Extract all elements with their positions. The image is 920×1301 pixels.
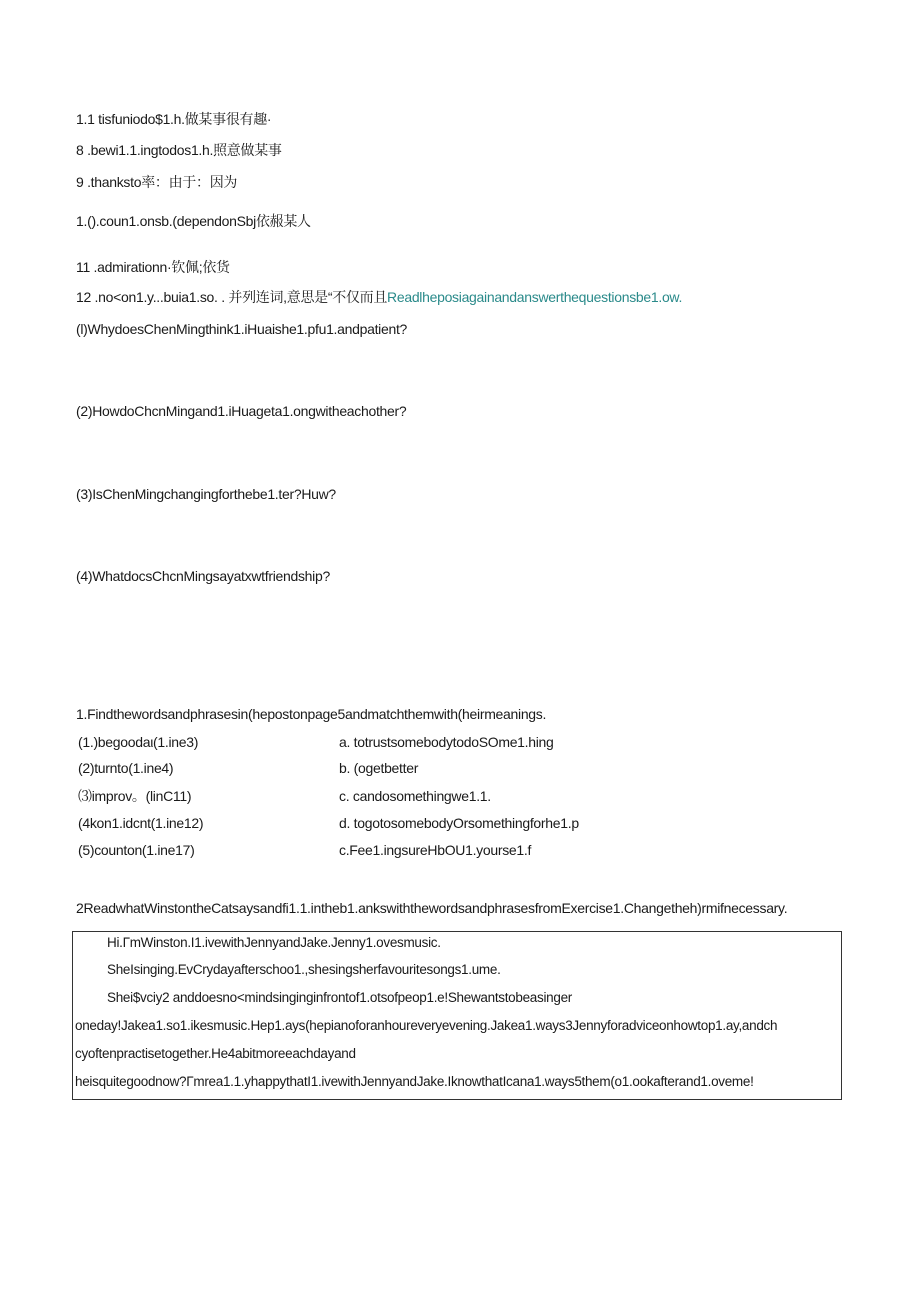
- vocab-line-11: 1.1 tisfuniodo$1.h.做某事很有趣·: [76, 111, 272, 127]
- vocab-line-10: 1.().coun1.onsb.(dependonSbj依赧某人: [76, 213, 311, 229]
- question-1: (l)WhydoesChenMingthink1.iHuaishe1.pfu1.andpatient?: [76, 321, 408, 337]
- passage-line-6: heisquitegoodnow?Γmrea1.1.yhappythatI1.ivewithJennyandJake.IknowthatIcana1.ways5them(o1.ookafterand1.oveme!: [75, 1074, 754, 1089]
- match-right-a: a. totrustsomebodytodoSOme1.hing: [339, 734, 554, 750]
- vocab-line-12-text: 12 .no<on1.y...buia1.so. . 并列连词,意思是“不仅而且: [76, 289, 388, 305]
- vocab-line-11b: 11 .admirationn·钦佩;依货: [76, 259, 230, 275]
- passage-box: [72, 931, 842, 1100]
- vocab-line-12: [76, 288, 682, 306]
- match-left-2: (2)turnto(1.ine4): [78, 760, 174, 776]
- match-left-3: ⑶improv。(linC11): [78, 788, 192, 804]
- exercise2-instruction: 2ReadwhatWinstontheCatsaysandfi1.1.intheb1.ankswiththewordsandphrasesfromExercise1.Changetheh)rmifnecessary.: [76, 900, 788, 916]
- vocab-line-8: 8 .bewi1.1.ingtodos1.h.照意做某事: [76, 142, 282, 158]
- match-left-1: (1.)begoodaι(1.ine3): [78, 734, 199, 750]
- match-right-d: d. togotosomebodyOrsomethingforhe1.p: [339, 815, 579, 831]
- passage-line-5: cyoftenpractisetogether.He4abitmoreeachdayand: [75, 1046, 356, 1061]
- match-right-b: b. (ogetbetter: [339, 760, 419, 776]
- exercise1-instruction: 1.Findthewordsandphrasesin(hepostonpage5andmatchthemwith(heirmeanings.: [76, 706, 547, 722]
- question-3: (3)IsChenMingchangingforthebe1.ter?Huw?: [76, 486, 336, 502]
- question-2: (2)HowdoChcnMingand1.iHuageta1.ongwitheachother?: [76, 403, 407, 419]
- match-right-c: c. candosomethingwe1.1.: [339, 788, 491, 804]
- passage-line-1: Hi.ΓmWinston.I1.ivewithJennyandJake.Jenny1.ovesmusic.: [107, 935, 441, 950]
- passage-line-2: SheIsinging.EvCrydayafterschoo1.,shesingsherfavouritesongs1.ume.: [107, 962, 501, 977]
- passage-line-3: Shei$vciy2 anddoesno<mindsinginginfrontof1.otsofpeop1.e!Shewantstobeasinger: [107, 990, 572, 1005]
- read-passage-instruction: Readlheposiagainandanswerthequestionsbe1.ow.: [387, 289, 683, 305]
- match-left-5: (5)counton(1.ine17): [78, 842, 195, 858]
- match-left-4: (4kon1.idcnt(1.ine12): [78, 815, 204, 831]
- match-right-e: c.Fee1.ingsureHbOU1.yourse1.f: [339, 842, 532, 858]
- question-4: (4)WhatdocsChcnMingsayatxwtfriendship?: [76, 568, 330, 584]
- vocab-line-9: 9 .thanksto率：由于：因为: [76, 174, 238, 190]
- passage-line-4: oneday!Jakea1.so1.ikesmusic.Hep1.ays(hepianoforanhoureveryevening.Jakea1.ways3Jennyforadviceonhowtop1.ay,andch: [75, 1018, 778, 1033]
